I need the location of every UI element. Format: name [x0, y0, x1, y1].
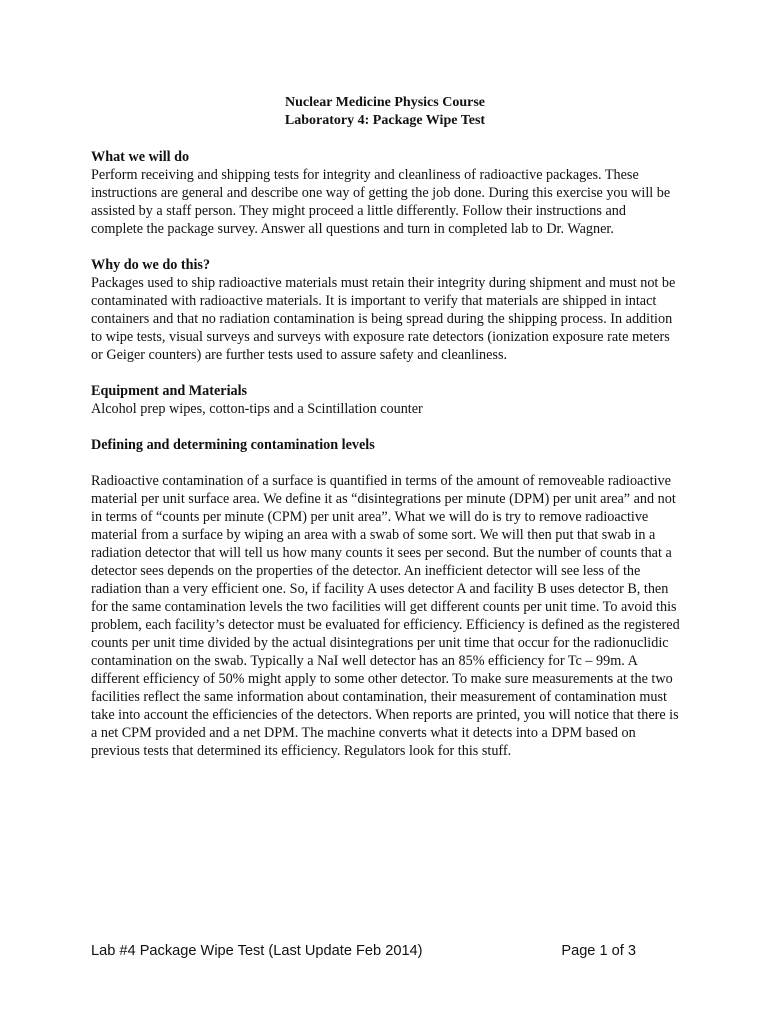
section-heading: Equipment and Materials: [91, 383, 248, 399]
section-heading: Defining and determining contamination levels: [91, 437, 375, 453]
section-equipment-and-materials: [91, 382, 681, 418]
document-title: [0, 94, 770, 130]
document-body: [91, 148, 681, 778]
course-title: Nuclear Medicine Physics Course: [285, 95, 485, 110]
section-paragraph: Radioactive contamination of a surface is quantified in terms of the amount of removeable radioactive material per unit surface area. We define it as “disintegrations per minute (DPM) per unit area” and not in terms of “counts per minute (CPM) per unit area”. What we will do is try to remove radioactive material from a surface by wiping an area with a swab of some sort. We will then put that swab in a radiation detector that will tell us how many counts it sees per second. But the number of counts that a detector sees depends on the properties of the detector. An inefficient detector will see less of the radiation than a very efficient one. So, if facility A uses detector A and facility B uses detector B, then for the same contamination levels the two facilities will get different counts per unit time. To avoid this problem, each facility’s detector must be evaluated for efficiency. Efficiency is defined as the registered counts per unit time divided by the actual disintegrations per unit time that occur for the radionuclidic contamination on the swab. Typically a NaI well detector has an 85% efficiency for Tc – 99m. A different efficiency of 50% might apply to some other detector. To make sure measurements at the two facilities reflect the same information about contamination, their measurement of contamination must take into account the efficiencies of the detectors. When reports are printed, you will notice that there is a net CPM provided and a net DPM. The machine converts what it detects into a DPM based on previous tests that determined its efficiency. Regulators look for this stuff.: [91, 473, 680, 759]
section-why-do-we-do-this: [91, 256, 681, 364]
section-what-we-will-do: [91, 148, 681, 238]
footer-document-label: Lab #4 Package Wipe Test (Last Update Feb 2014): [91, 943, 423, 959]
section-paragraph: Alcohol prep wipes, cotton-tips and a Scintillation counter: [91, 401, 423, 417]
lab-title: Laboratory 4: Package Wipe Test: [284, 113, 486, 128]
section-contamination-levels: [91, 436, 681, 760]
section-heading: What we will do: [91, 149, 190, 165]
section-paragraph: Packages used to ship radioactive materials must retain their integrity during shipment and must not be contaminated with radioactive materials. It is important to verify that materials are shipped in intact containers and that no radiation contamination is being spread during the shipping process. In addition to wipe tests, visual surveys and surveys with exposure rate detectors (ionization exposure rate meters or Geiger counters) are further tests used to assure safety and cleanliness.: [91, 275, 676, 363]
page-number: Page 1 of 3: [561, 943, 636, 959]
section-heading: Why do we do this?: [91, 257, 211, 273]
section-paragraph: Perform receiving and shipping tests for integrity and cleanliness of radioactive packages. These instructions are general and describe one way of getting the job done. During this exercise you will be assisted by a staff person. They might proceed a little differently. Follow their instructions and complete the package survey. Answer all questions and turn in completed lab to Dr. Wagner.: [91, 167, 671, 237]
